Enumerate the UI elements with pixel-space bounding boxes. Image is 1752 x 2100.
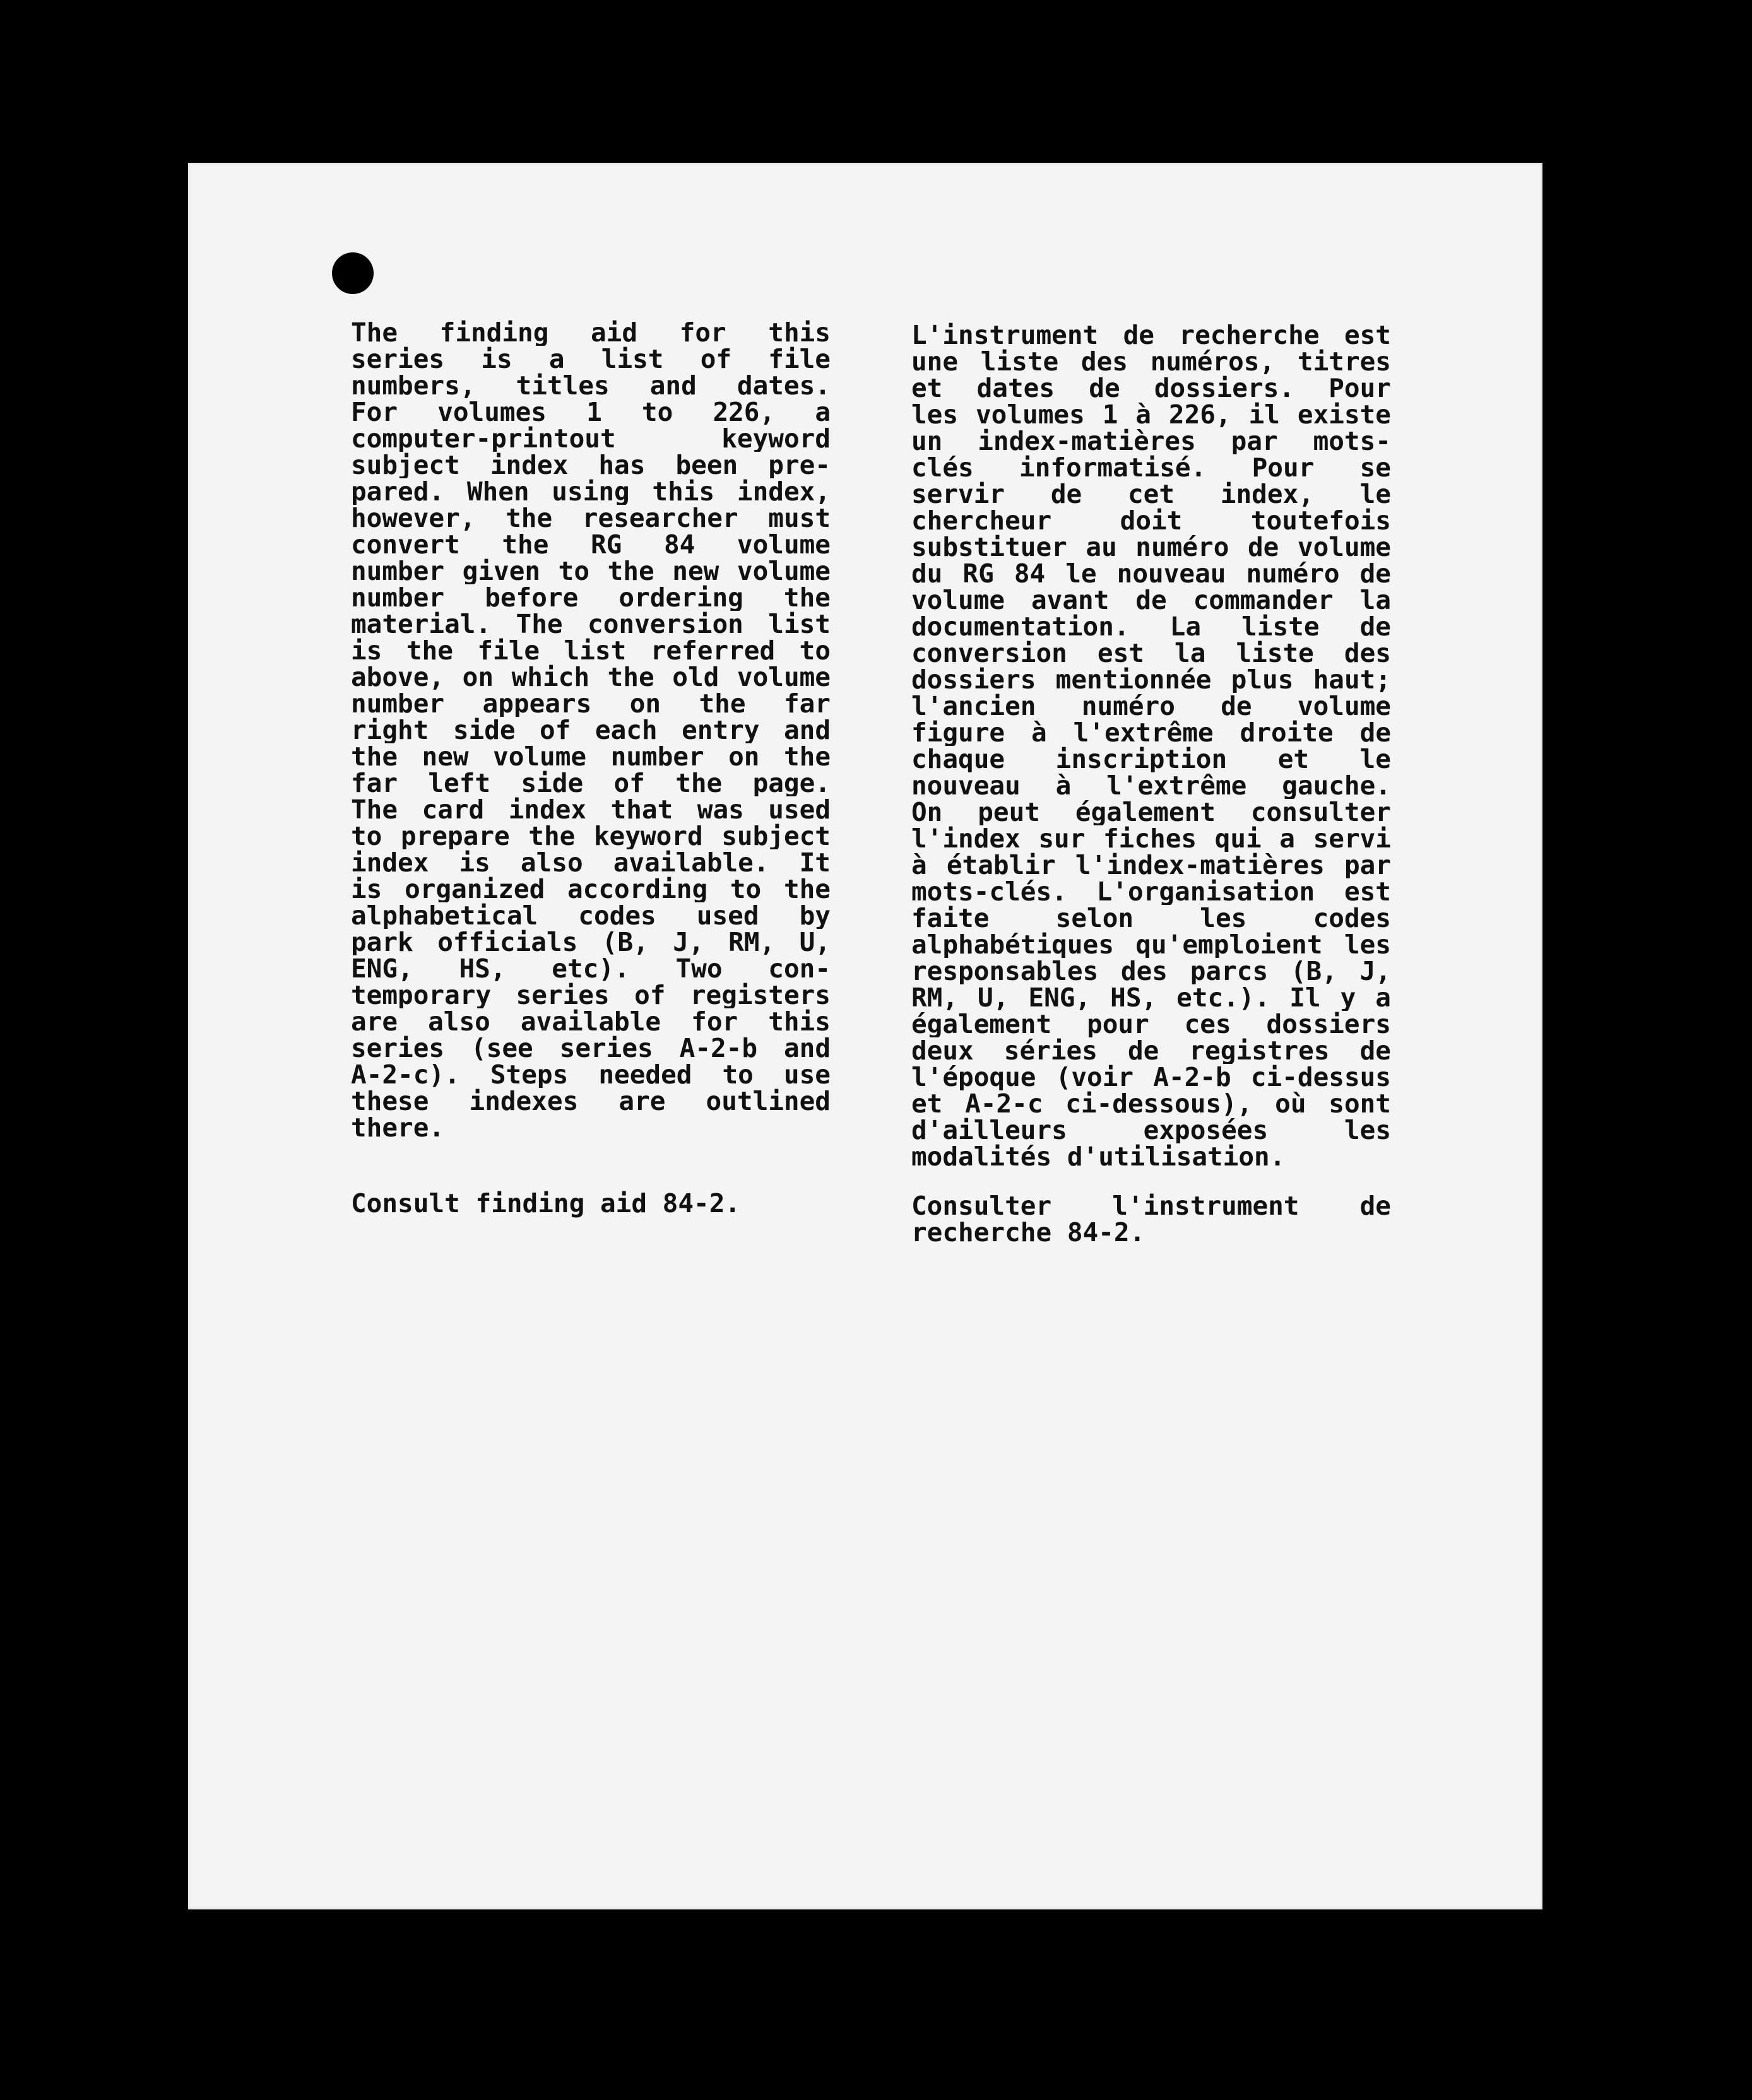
french-line: l'époque (voir A-2-b ci-dessus [911, 1064, 1391, 1090]
english-line: ENG, HS, etc). Two con- [351, 955, 831, 982]
french-line: l'index sur fiches qui a servi [911, 825, 1391, 852]
english-column [351, 319, 831, 1141]
french-line: conversion est la liste des [911, 640, 1391, 666]
french-line: clés informatisé. Pour se [911, 454, 1391, 481]
english-line: The card index that was used [351, 796, 831, 823]
french-line: à établir l'index-matières par [911, 852, 1391, 878]
english-line: series (see series A-2-b and [351, 1035, 831, 1061]
english-line: For volumes 1 to 226, a [351, 399, 831, 425]
english-line: above, on which the old volume [351, 664, 831, 690]
english-line: however, the researcher must [351, 505, 831, 531]
french-line: du RG 84 le nouveau numéro de [911, 560, 1391, 587]
english-line: park officials (B, J, RM, U, [351, 929, 831, 955]
english-line: is the file list referred to [351, 637, 831, 664]
english-line: The finding aid for this [351, 319, 831, 346]
french-line: deux séries de registres de [911, 1037, 1391, 1064]
english-line: are also available for this [351, 1008, 831, 1035]
english-line: series is a list of file [351, 346, 831, 372]
english-consult [351, 1190, 831, 1217]
english-line: is organized according to the [351, 876, 831, 902]
english-consult-line: Consult finding aid 84-2. [351, 1188, 741, 1218]
french-line: On peut également consulter [911, 799, 1391, 825]
french-line: les volumes 1 à 226, il existe [911, 401, 1391, 428]
document-page [188, 163, 1542, 1909]
english-line: these indexes are outlined [351, 1088, 831, 1114]
french-line: chercheur doit toutefois [911, 507, 1391, 534]
english-line: there. [351, 1114, 445, 1141]
french-line: mots-clés. L'organisation est [911, 878, 1391, 905]
french-line: et A-2-c ci-dessous), où sont [911, 1090, 1391, 1117]
english-line: computer-printout keyword [351, 425, 831, 452]
english-line: A-2-c). Steps needed to use [351, 1061, 831, 1088]
french-line: RM, U, ENG, HS, etc.). Il y a [911, 984, 1391, 1011]
english-line: number before ordering the [351, 584, 831, 611]
english-line: number appears on the far [351, 690, 831, 717]
english-line: pared. When using this index, [351, 478, 831, 505]
french-line: responsables des parcs (B, J, [911, 958, 1391, 984]
english-line: temporary series of registers [351, 982, 831, 1008]
french-consult-line: recherche 84-2. [911, 1219, 1145, 1246]
english-line: subject index has been pre- [351, 452, 831, 478]
french-line: figure à l'extrême droite de [911, 719, 1391, 746]
french-line: faite selon les codes [911, 905, 1391, 931]
french-line: volume avant de commander la [911, 587, 1391, 613]
french-line: et dates de dossiers. Pour [911, 375, 1391, 401]
french-line: L'instrument de recherche est [911, 322, 1391, 348]
english-line: right side of each entry and [351, 717, 831, 743]
french-consult-line: Consulter l'instrument de [911, 1193, 1391, 1219]
punch-hole [332, 252, 374, 294]
english-line: number given to the new volume [351, 558, 831, 584]
french-line: substituer au numéro de volume [911, 534, 1391, 560]
english-line: the new volume number on the [351, 743, 831, 770]
french-line: d'ailleurs exposées les [911, 1117, 1391, 1143]
french-line: un index-matières par mots- [911, 428, 1391, 454]
french-consult [911, 1193, 1391, 1246]
french-line: l'ancien numéro de volume [911, 693, 1391, 719]
french-line: une liste des numéros, titres [911, 348, 1391, 375]
english-line: numbers, titles and dates. [351, 372, 831, 399]
english-line: material. The conversion list [351, 611, 831, 637]
french-line: nouveau à l'extrême gauche. [911, 772, 1391, 799]
english-line: to prepare the keyword subject [351, 823, 831, 849]
french-line: chaque inscription et le [911, 746, 1391, 772]
french-line: dossiers mentionnée plus haut; [911, 666, 1391, 693]
french-line: également pour ces dossiers [911, 1011, 1391, 1037]
french-line: modalités d'utilisation. [911, 1143, 1286, 1170]
english-line: alphabetical codes used by [351, 902, 831, 929]
english-line: far left side of the page. [351, 770, 831, 796]
french-column [911, 322, 1391, 1170]
english-line: index is also available. It [351, 849, 831, 876]
french-line: alphabétiques qu'emploient les [911, 931, 1391, 958]
english-line: convert the RG 84 volume [351, 531, 831, 558]
french-line: documentation. La liste de [911, 613, 1391, 640]
french-line: servir de cet index, le [911, 481, 1391, 507]
